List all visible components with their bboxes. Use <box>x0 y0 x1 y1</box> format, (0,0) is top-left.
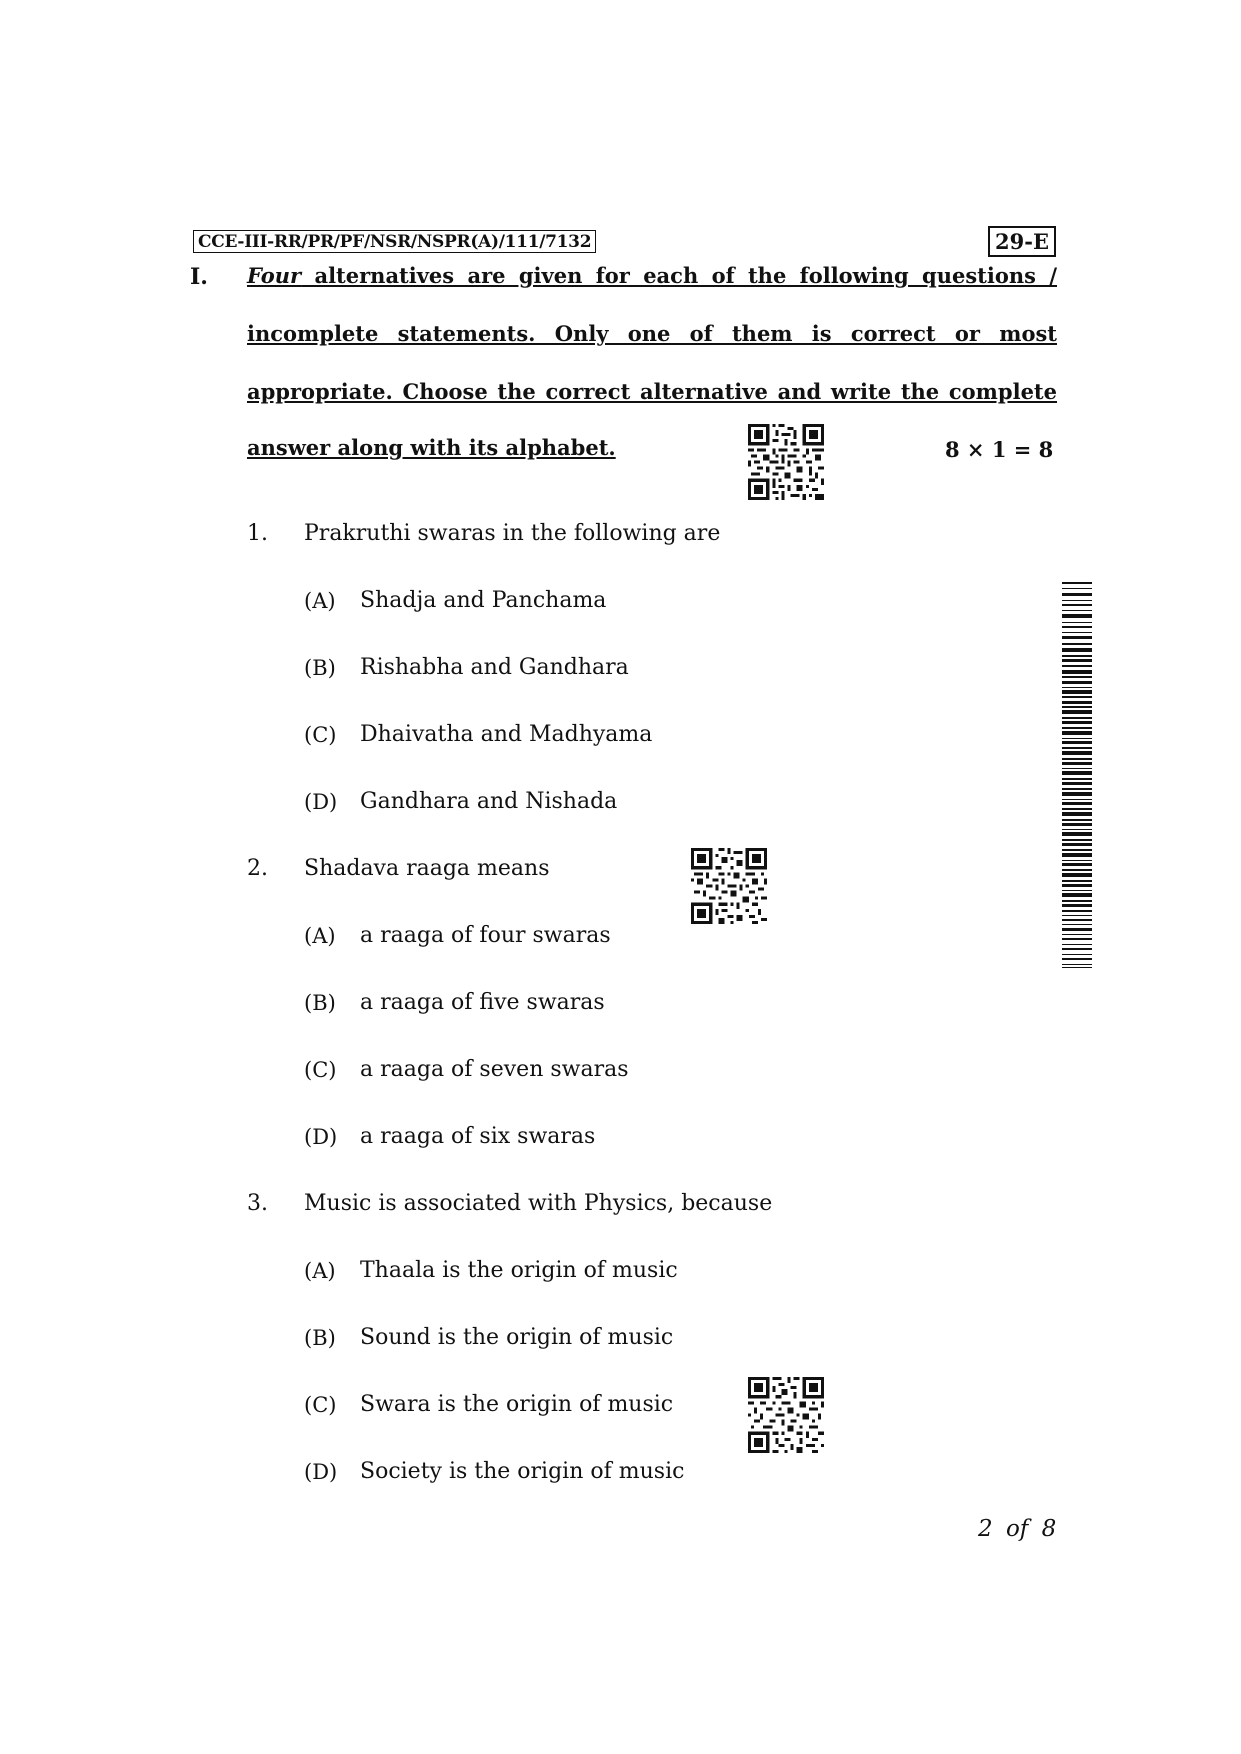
paper-code: CCE-III-RR/PR/PF/NSR/NSPR(A)/111/7132 <box>193 230 596 253</box>
option-text: Society is the origin of music <box>360 1459 685 1484</box>
option-label: (B) <box>304 1326 336 1350</box>
question-number: 3. <box>247 1191 268 1216</box>
question-text: Shadava raaga means <box>304 856 550 881</box>
option-text: Gandhara and Nishada <box>360 789 618 814</box>
barcode-icon <box>1062 582 1092 968</box>
option-text: Sound is the origin of music <box>360 1325 674 1350</box>
section-number: I. <box>190 264 208 290</box>
instruction-line-2: incomplete statements. Only one of them is correct or most <box>247 321 1057 346</box>
option-label: (A) <box>304 924 336 948</box>
option-label: (A) <box>304 589 336 613</box>
option-label: (C) <box>304 723 337 747</box>
option-text: a raaga of five swaras <box>360 990 605 1015</box>
page-number: 2 of 8 <box>978 1516 1057 1542</box>
option-label: (B) <box>304 656 336 680</box>
set-code: 29-E <box>988 226 1056 257</box>
question-text: Prakruthi swaras in the following are <box>304 521 721 546</box>
instruction-line-1 <box>247 262 1057 290</box>
instruction-line-1-rest: alternatives are given for each of the following questions / <box>301 263 1057 288</box>
option-text: Shadja and Panchama <box>360 588 607 613</box>
option-text: a raaga of six swaras <box>360 1124 596 1149</box>
option-label: (B) <box>304 991 336 1015</box>
marks-allocation: 8 × 1 = 8 <box>945 437 1054 462</box>
option-text: Thaala is the origin of music <box>360 1258 678 1283</box>
qr-code-icon <box>748 424 824 500</box>
option-label: (C) <box>304 1058 337 1082</box>
option-text: a raaga of seven swaras <box>360 1057 629 1082</box>
question-number: 1. <box>247 521 268 546</box>
option-text: Dhaivatha and Madhyama <box>360 722 653 747</box>
option-text: Rishabha and Gandhara <box>360 655 629 680</box>
qr-code-icon <box>691 848 767 924</box>
instruction-line-4: answer along with its alphabet. <box>247 435 616 460</box>
option-text: a raaga of four swaras <box>360 923 611 948</box>
option-text: Swara is the origin of music <box>360 1392 674 1417</box>
option-label: (C) <box>304 1393 337 1417</box>
instruction-line-3: appropriate. Choose the correct alternative and write the complete <box>247 379 1057 404</box>
question-text: Music is associated with Physics, because <box>304 1191 773 1216</box>
option-label: (D) <box>304 1460 338 1484</box>
option-label: (A) <box>304 1259 336 1283</box>
question-number: 2. <box>247 856 268 881</box>
option-label: (D) <box>304 790 338 814</box>
option-label: (D) <box>304 1125 338 1149</box>
qr-code-icon <box>748 1377 824 1453</box>
instruction-emphasis: Four <box>247 263 302 288</box>
